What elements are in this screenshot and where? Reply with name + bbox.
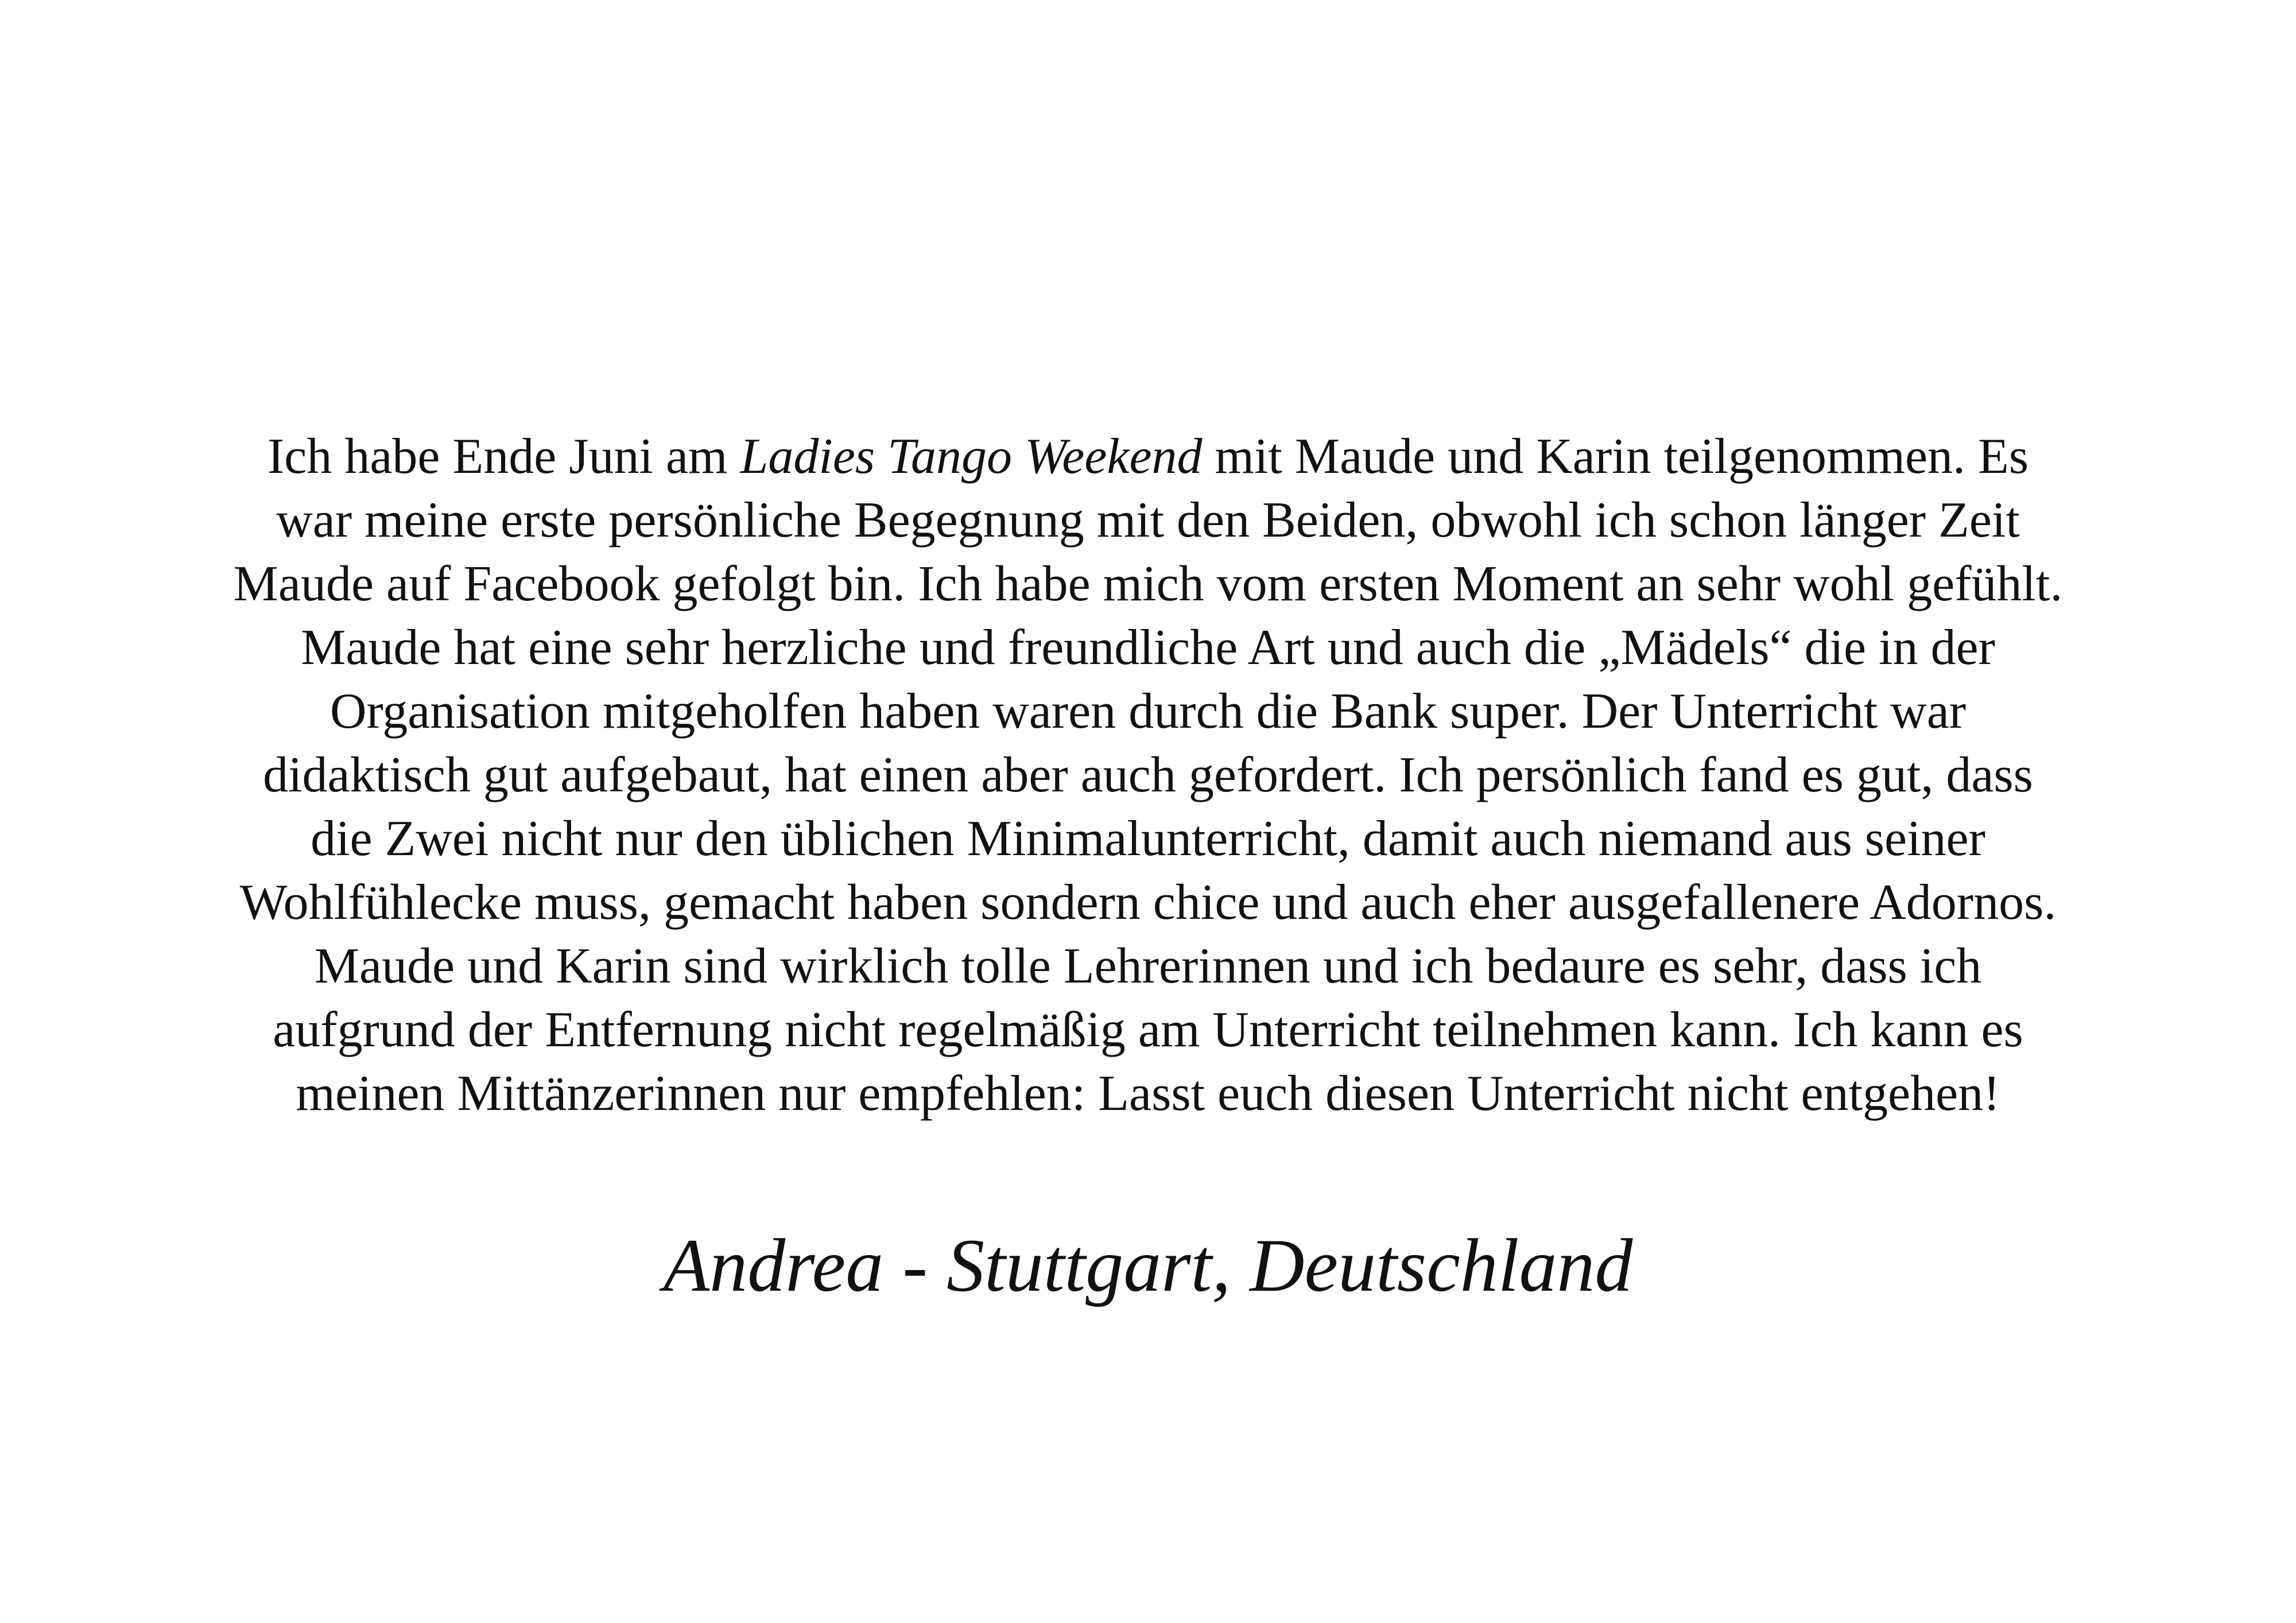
- testimonial-line: Maude und Karin sind wirklich tolle Lehrerinnen und ich bedaure es sehr, dass ich: [314, 938, 1982, 994]
- testimonial-text: [115, 425, 2181, 1125]
- testimonial-line: [115, 425, 2181, 488]
- testimonial-line: meinen Mittänzerinnen nur empfehlen: Lasst euch diesen Unterricht nicht entgehen!: [296, 1066, 2000, 1121]
- testimonial-line-start: Ich habe Ende Juni am: [267, 429, 740, 484]
- testimonial-line-end: mit Maude und Karin teilgenommen. Es: [1202, 429, 2029, 484]
- event-name: Ladies Tango Weekend: [740, 429, 1203, 484]
- testimonial-line: war meine erste persönliche Begegnung mit den Beiden, obwohl ich schon länger Zeit: [276, 492, 2020, 548]
- testimonial-line: die Zwei nicht nur den üblichen Minimalunterricht, damit auch niemand aus seiner: [311, 811, 1985, 867]
- testimonial-line: Wohlfühlecke muss, gemacht haben sondern chice und auch eher ausgefallenere Adornos.: [239, 875, 2057, 930]
- testimonial-signature: Andrea - Stuttgart, Deutschland: [663, 1223, 1633, 1307]
- testimonial-line: didaktisch gut aufgebaut, hat einen aber auch gefordert. Ich persönlich fand es gut, dass: [263, 747, 2033, 803]
- testimonial-line: Maude hat eine sehr herzliche und freundliche Art und auch die „Mädels“ die in der: [301, 620, 1995, 675]
- testimonial-line: Maude auf Facebook gefolgt bin. Ich habe mich vom ersten Moment an sehr wohl gefühlt.: [233, 556, 2063, 612]
- testimonial-line: aufgrund der Entfernung nicht regelmäßig am Unterricht teilnehmen kann. Ich kann es: [273, 1002, 2023, 1058]
- testimonial-line: Organisation mitgeholfen haben waren durch die Bank super. Der Unterricht war: [329, 684, 1967, 739]
